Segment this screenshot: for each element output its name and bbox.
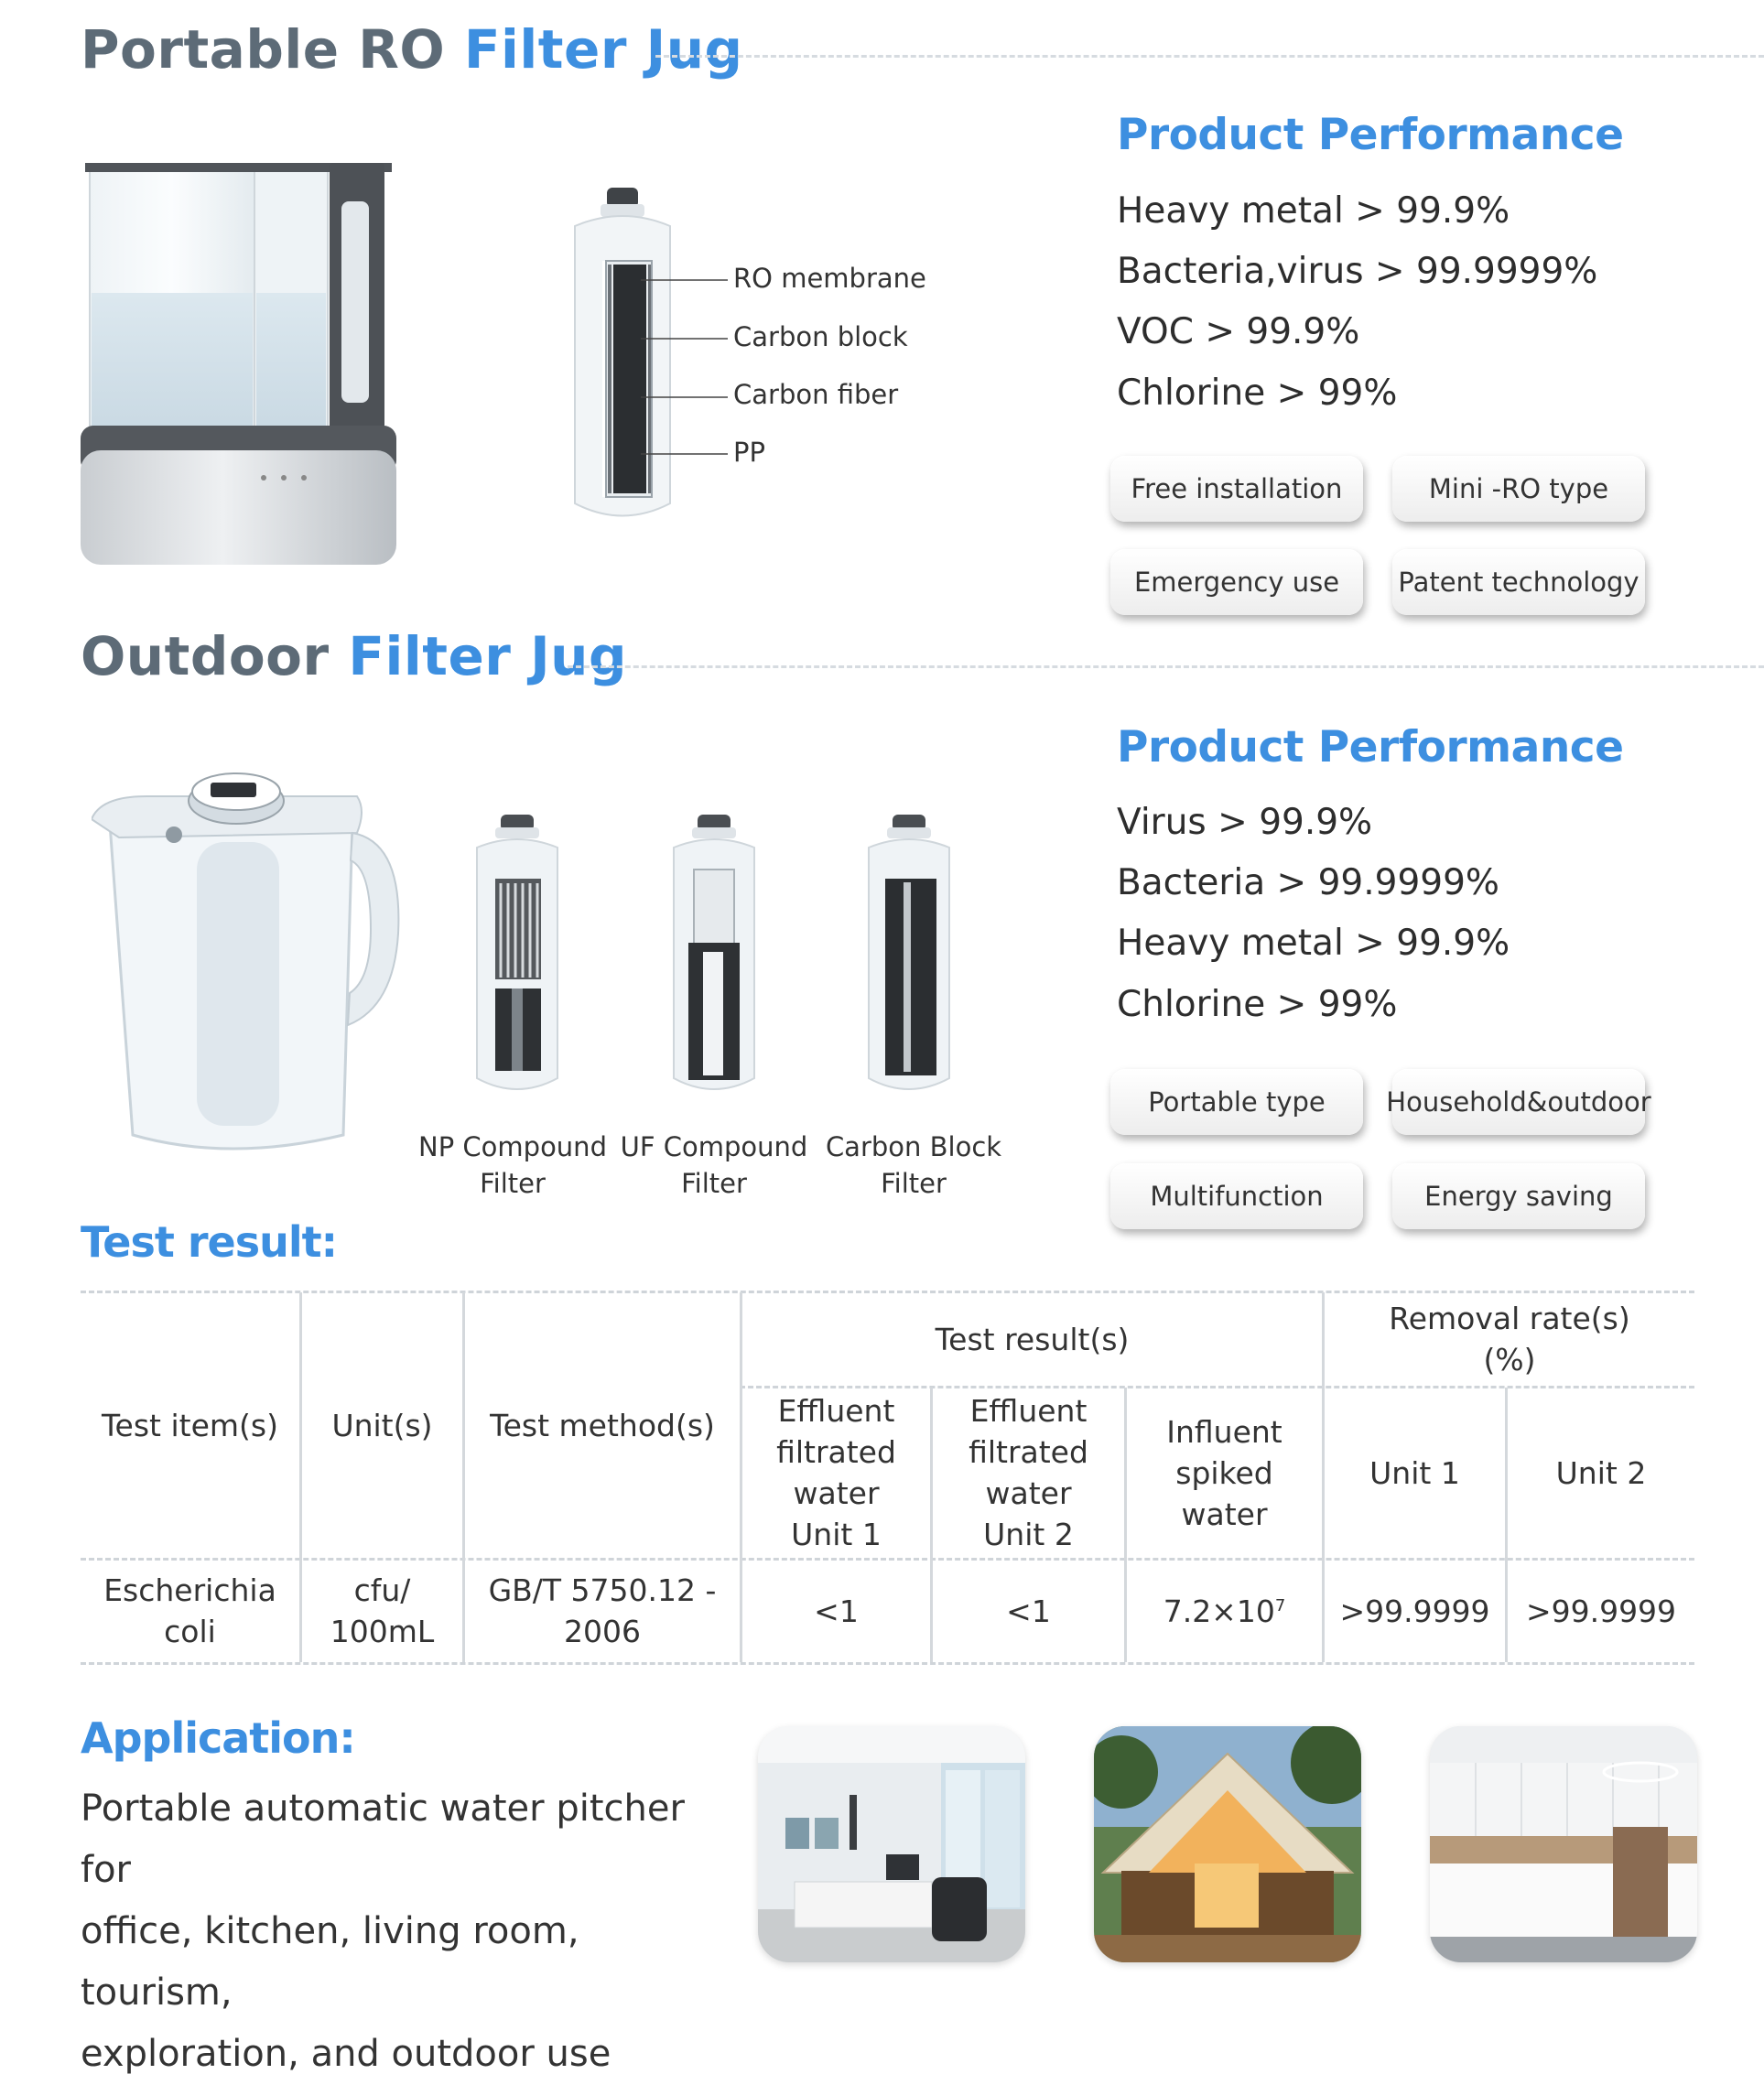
ro-jug-image: [81, 156, 401, 569]
th-influent-spiked-water: Influent spiked water: [1166, 1413, 1282, 1532]
th-effluent-unit-1: Effluent filtrated water Unit 1: [776, 1393, 896, 1552]
outdoor-perf-chlorine: Chlorine > 99%: [1117, 984, 1398, 1025]
uf-filter-caption: UF Compound Filter: [620, 1131, 808, 1199]
tag-household-outdoor: Household&outdoor: [1392, 1069, 1645, 1135]
ro-perf-bacteria-virus: Bacteria,virus > 99.9999%: [1117, 251, 1598, 292]
ro-perf-chlorine: Chlorine > 99%: [1117, 373, 1398, 414]
td-unit: cfu/ 100mL: [330, 1572, 435, 1649]
carbon-block-filter-image: [863, 815, 955, 1103]
tent-photo: [1094, 1726, 1361, 1962]
tag-energy-saving: Energy saving: [1392, 1163, 1645, 1229]
ro-performance-title: Product Performance: [1117, 110, 1624, 160]
th-test-item: Test item(s): [102, 1407, 278, 1443]
td-removal-unit-2: >99.9999: [1525, 1593, 1677, 1629]
td-test-item: Escherichia coli: [103, 1572, 276, 1649]
office-photo: [758, 1726, 1025, 1962]
layer-ro-membrane-label: RO membrane: [733, 263, 926, 294]
tag-multifunction: Multifunction: [1110, 1163, 1363, 1229]
outdoor-section-title: Outdoor Filter Jug: [81, 625, 627, 687]
td-removal-unit-1: >99.9999: [1339, 1593, 1490, 1629]
td-test-method: GB/T 5750.12 - 2006: [488, 1572, 717, 1649]
ro-perf-voc: VOC > 99.9%: [1117, 311, 1360, 352]
th-removal-unit-2: Unit 2: [1555, 1454, 1647, 1491]
outdoor-performance-title: Product Performance: [1117, 722, 1624, 772]
td-effluent-unit-1: <1: [814, 1593, 859, 1629]
tag-mini-ro-type: Mini -RO type: [1392, 456, 1645, 522]
outdoor-title-divider: [568, 665, 1764, 668]
th-effluent-unit-2: Effluent filtrated water Unit 2: [969, 1393, 1088, 1552]
tag-emergency-use: Emergency use: [1110, 549, 1363, 615]
outdoor-perf-virus: Virus > 99.9%: [1117, 802, 1373, 843]
ro-section-title: Portable RO Filter Jug: [81, 18, 743, 81]
ro-title-divider: [655, 55, 1764, 58]
application-title: Application:: [81, 1713, 355, 1763]
ro-perf-heavy-metal: Heavy metal > 99.9%: [1117, 190, 1510, 232]
carbon-block-filter-caption: Carbon Block Filter: [825, 1131, 1002, 1199]
layer-carbon-block-label: Carbon block: [733, 321, 908, 352]
ro-callout-lines: [641, 275, 732, 458]
tag-portable-type: Portable type: [1110, 1069, 1363, 1135]
td-effluent-unit-2: <1: [1006, 1593, 1051, 1629]
th-test-results: Test result(s): [935, 1321, 1130, 1357]
th-unit: Unit(s): [331, 1407, 433, 1443]
uf-filter-image: [668, 815, 760, 1103]
outdoor-pitcher-image: [92, 769, 403, 1158]
application-description: Portable automatic water pitcher for office, kitchen, living room, tourism, exploration, and outdoor use: [81, 1788, 685, 2075]
td-influent-spiked-water: 7.2×10 $^7$: [1163, 1593, 1286, 1629]
th-removal-unit-1: Unit 1: [1369, 1454, 1460, 1491]
th-test-method: Test method(s): [490, 1407, 715, 1443]
kitchen-photo: [1430, 1726, 1697, 1962]
th-removal-rate: Removal rate(s) (%): [1389, 1301, 1630, 1377]
layer-carbon-fiber-label: Carbon fiber: [733, 379, 899, 410]
tag-patent-technology: Patent technology: [1392, 549, 1645, 615]
outdoor-perf-bacteria: Bacteria > 99.9999%: [1117, 862, 1499, 903]
tag-free-installation: Free installation: [1110, 456, 1363, 522]
np-filter-caption: NP Compound Filter: [418, 1131, 607, 1199]
outdoor-perf-heavy-metal: Heavy metal > 99.9%: [1117, 923, 1510, 964]
layer-pp-label: PP: [733, 437, 765, 468]
np-filter-image: [471, 815, 563, 1103]
test-result-title: Test result:: [81, 1217, 338, 1267]
